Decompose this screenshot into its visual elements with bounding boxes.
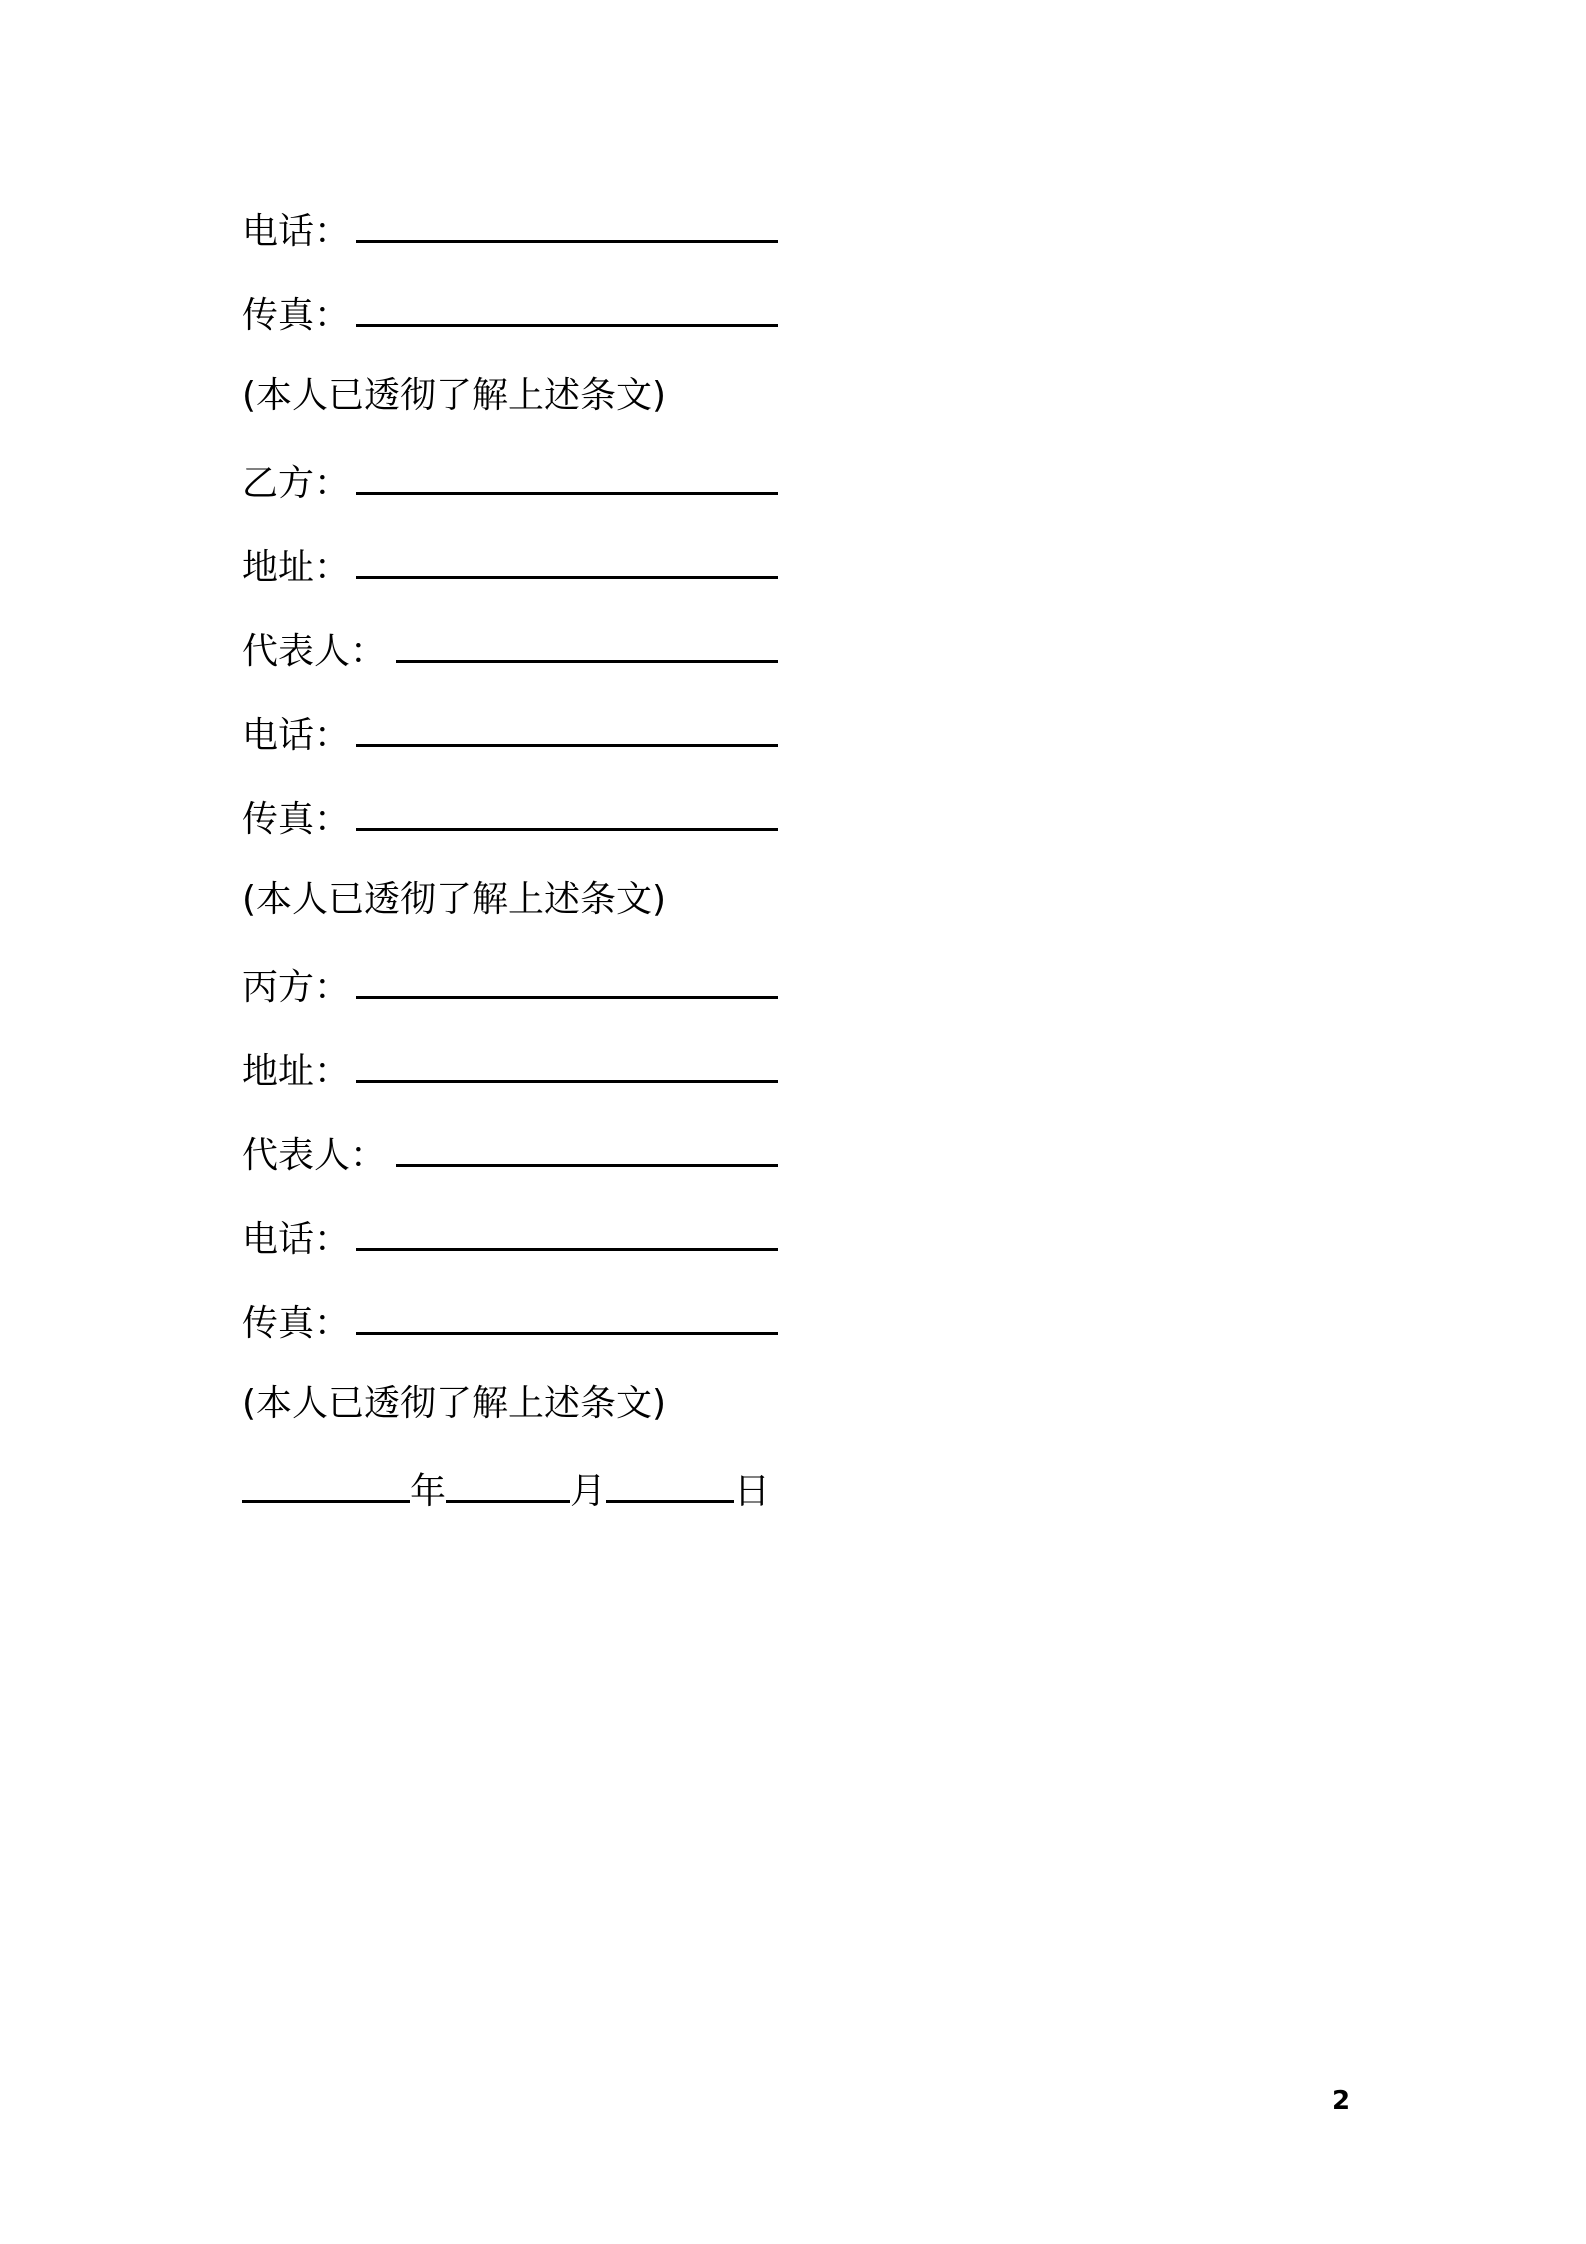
party-c-phone-label: 电话： [242,1219,351,1260]
party-c-address-blank [356,1040,778,1083]
party-c-phone-blank [356,1208,778,1251]
party-a-fax-label: 传真： [242,295,351,336]
party-a-phone-line [242,200,1342,284]
party-c-phone-line [242,1208,1342,1292]
day-blank [606,1460,734,1503]
party-b-fax-blank [356,788,778,831]
party-c-address-label: 地址： [242,1051,351,1092]
party-b-acknowledgement-text: (本人已透彻了解上述条文) [242,879,667,920]
party-a-phone-label: 电话： [242,211,351,252]
party-c-fax-label: 传真： [242,1303,351,1344]
party-c-representative-line [242,1124,1342,1208]
party-b-fax-label: 传真： [242,799,351,840]
year-label: 年 [410,1471,447,1512]
month-blank [446,1460,570,1503]
party-b-name-line [242,452,1342,536]
party-b-address-line [242,536,1342,620]
page-number: 2 [1332,2086,1351,2116]
party-c-acknowledgement-text: (本人已透彻了解上述条文) [242,1383,667,1424]
party-b-phone-blank [356,704,778,747]
party-c-acknowledgement [242,1376,1342,1460]
party-a-acknowledgement-text: (本人已透彻了解上述条文) [242,375,667,416]
party-a-fax-line [242,284,1342,368]
date-line [242,1460,1342,1544]
party-b-representative-blank [396,620,778,663]
day-label: 日 [734,1471,771,1512]
party-b-representative-label: 代表人： [242,631,387,672]
party-b-acknowledgement [242,872,1342,956]
month-label: 月 [570,1471,607,1512]
party-a-phone-blank [356,200,778,243]
party-c-name-label: 丙方： [242,967,351,1008]
party-b-name-label: 乙方： [242,463,351,504]
year-blank [242,1460,410,1503]
party-c-name-line [242,956,1342,1040]
party-c-address-line [242,1040,1342,1124]
party-c-fax-line [242,1292,1342,1376]
party-c-fax-blank [356,1292,778,1335]
party-c-representative-blank [396,1124,778,1167]
party-b-representative-line [242,620,1342,704]
signature-section [242,200,1342,1544]
party-b-address-label: 地址： [242,547,351,588]
party-c-representative-label: 代表人： [242,1135,387,1176]
party-b-fax-line [242,788,1342,872]
party-b-phone-label: 电话： [242,715,351,756]
party-a-acknowledgement [242,368,1342,452]
party-a-fax-blank [356,284,778,327]
party-b-phone-line [242,704,1342,788]
party-c-name-blank [356,956,778,999]
party-b-name-blank [356,452,778,495]
party-b-address-blank [356,536,778,579]
